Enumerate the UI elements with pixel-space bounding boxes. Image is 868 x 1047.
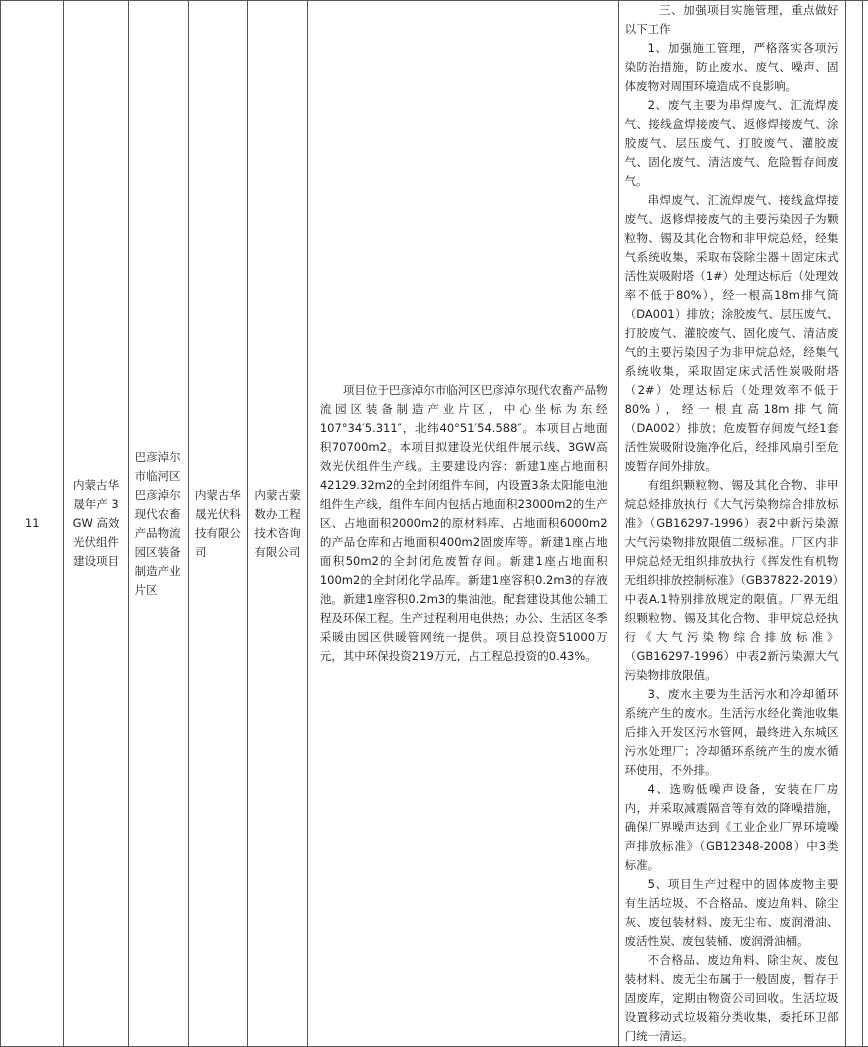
description-cell <box>307 1 618 1047</box>
table-row <box>1 1 868 1047</box>
measure-item: 有组织颗粒物、锡及其化合物、非甲烷总烃排放执行《大气污染物综合排放标准》（GB16297-1996）表2中新污染源大气污染物排放限值二级标准。厂区内非甲烷总烃无组织排放执行《挥发性有机物无组织排放控制标准》（GB37822-2019）中表A.1特别排放规定的限值。厂界无组织颗粒物、锡及其化合物、非甲烷总烃执行《大气污染物综合排放标准》（GB16297-1996）中表2新污染源大气污染物排放限值。 <box>625 476 839 685</box>
measures-cell <box>618 1 845 1047</box>
location-cell <box>128 1 188 1047</box>
builder-cell <box>188 1 247 1047</box>
measure-item: 不合格品、废边角料、除尘灰、废包装材料、废无尘布属于一般固废，暂存于固废库，定期由物资公司回收。生活垃圾设置移动式垃圾箱分类收集，委托环卫部门统一清运。 <box>625 951 839 1046</box>
edge-cell <box>863 1 868 1047</box>
measure-item: 4、选购低噪声设备，安装在厂房内，并采取减震隔音等有效的降噪措施，确保厂界噪声达到《工业企业厂界环境噪声排放标准》（GB12348-2008）中3类标准。 <box>625 780 839 875</box>
measure-item: 1、加强施工管理，严格落实各项污染防治措施，防止废水、废气、噪声、固体废物对周围环境造成不良影响。 <box>625 39 839 96</box>
measure-heading: 三、加强项目实施管理，重点做好以下工作 <box>625 1 839 39</box>
measure-item: 3、废水主要为生活污水和冷却循环系统产生的废水。生活污水经化粪池收集后排入开发区污水管网，最终进入东城区污水处理厂；冷却循环系统产生的废水循环使用，不外排。 <box>625 685 839 780</box>
row-index: 11 <box>25 516 40 530</box>
project-name-cell <box>64 1 128 1047</box>
measure-item: 2、废气主要为串焊废气、汇流焊废气、接线盒焊接废气、返修焊接废气、涂胶废气、层压废气、打胶废气、灌胶废气、固化废气、清洁废气、危险暂存间废气。 <box>625 96 839 191</box>
eia-agency-cell <box>248 1 307 1047</box>
project-name: 内蒙古华晟年产 3GW 高效光伏组件建设项目 <box>73 478 120 568</box>
row-index-cell <box>1 1 64 1047</box>
blank-cell <box>845 1 863 1047</box>
project-location: 巴彦淖尔市临河区巴彦淖尔现代农畜产品物流园区装备制造产业片区 <box>135 450 181 597</box>
measure-item: 串焊废气、汇流焊废气、接线盒焊接废气、返修焊接废气的主要污染因子为颗粒物、锡及其化合物和非甲烷总烃，经集气系统收集，采取布袋除尘器＋固定床式活性炭吸附塔（1#）处理达标后（处理效率不低于80%），经一根高18m排气筒（DA001）排放；涂胶废气、层压废气、打胶废气、灌胶废气、固化废气、清洁废气的主要污染因子为非甲烷总烃，经集气系统收集，采取固定床式活性炭吸附塔（2#）处理达标后（处理效率不低于80%），经一根直高18m排气筒（DA002）排放；危废暂存间废气经1套活性炭吸附设施净化后，经排风扇引至危废暂存间外排放。 <box>625 191 839 476</box>
eia-agency: 内蒙古蒙数办工程技术咨询有限公司 <box>254 488 300 559</box>
measure-item: 5、项目生产过程中的固体废物主要有生活垃圾、不合格品、废边角料、除尘灰、废包装材料、废无尘布、废润滑油、废活性炭、废包装桶、废润滑油桶。 <box>625 875 839 951</box>
project-description: 项目位于巴彦淖尔市临河区巴彦淖尔现代农畜产品物流园区装备制造产业片区，中心坐标为东经107°34′5.311″，北纬40°51′54.588″。本项目占地面积70700m2。本项目拟建设光伏组件展示线、3GW高效光伏组件生产线。主要建设内容：新建1座占地面积42129.32m2的全封闭组件车间，内设置3条太阳能电池组件生产线，组件车间内包括占地面积23000m2的生产区、占地面积2000m2的原材料库、占地面积6000m2的产品仓库和占地面积400m2固废库等。新建1座占地面积50m2的全封闭危废暂存间。新建1座占地面积100m2的全封闭化学品库。新建1座容积0.2m3的存液池。新建1座容积0.2m3的集油池。配套建设其他公辅工程及环保工程。生产过程利用电供热；办公、生活区冬季采暖由园区供暖管网统一提供。项目总投资51000万元，其中环保投资219万元，占工程总投资的0.43%。 <box>320 381 608 666</box>
builder-unit: 内蒙古华晟光伏科技有限公司 <box>195 488 241 559</box>
